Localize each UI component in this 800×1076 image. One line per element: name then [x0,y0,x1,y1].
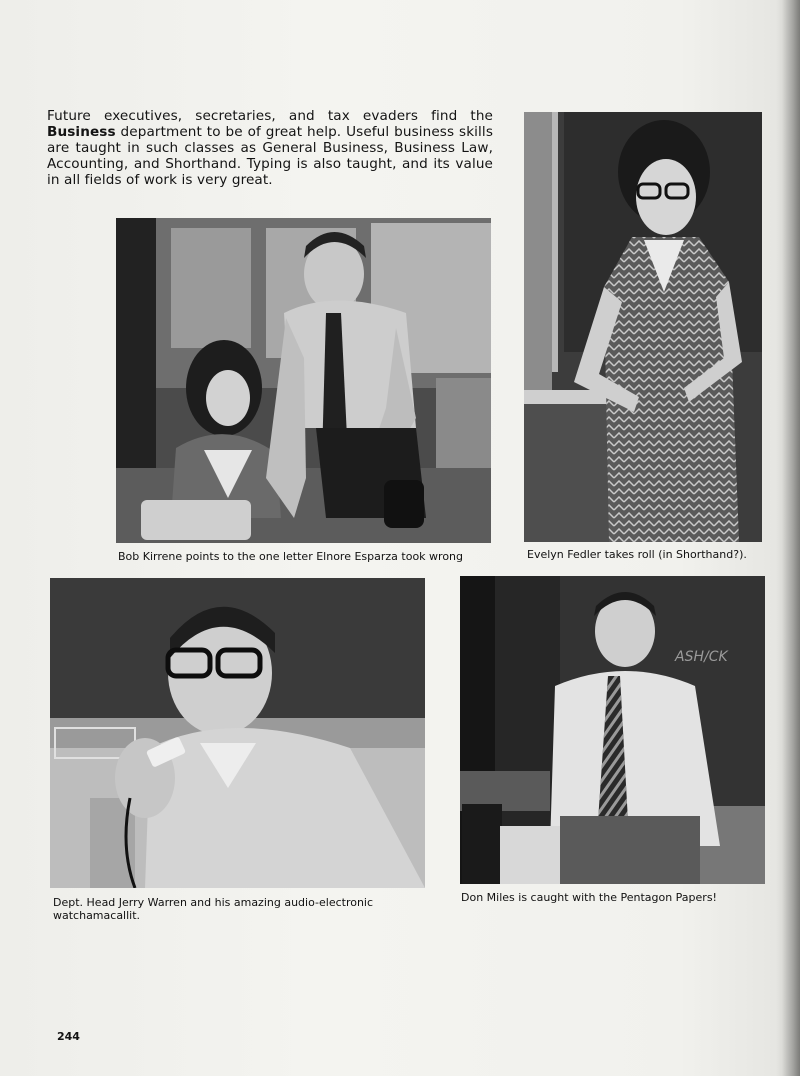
svg-text:ASH/CK: ASH/CK [675,649,728,665]
caption-don-miles: Don Miles is caught with the Pentagon Papers! [461,891,717,904]
caption-kirrene-esparza: Bob Kirrene points to the one letter Elnore Esparza took wrong [118,550,464,563]
intro-text-start: Future executives, secretaries, and tax evaders find the [47,108,493,124]
intro-paragraph [47,108,493,188]
photo-jerry-warren [50,578,425,888]
photo-don-miles [460,576,765,884]
intro-bold-department: Business [47,124,116,140]
photo-kirrene-esparza [116,218,491,543]
caption-jerry-warren: Dept. Head Jerry Warren and his amazing audio-electronic watchamacallit. [53,896,374,922]
caption-evelyn-fedler: Evelyn Fedler takes roll (in Shorthand?). [527,548,747,561]
page-number: 244 [57,1030,80,1043]
page-spine-shadow [782,0,800,1076]
intro-text-rest: department to be of great help. Useful business skills are taught in such classes as General Business, Business Law, Accounting, and Shorthand. Typing is also taught, and its value in all fields of work is very great. [47,124,493,188]
photo-evelyn-fedler [524,112,762,542]
